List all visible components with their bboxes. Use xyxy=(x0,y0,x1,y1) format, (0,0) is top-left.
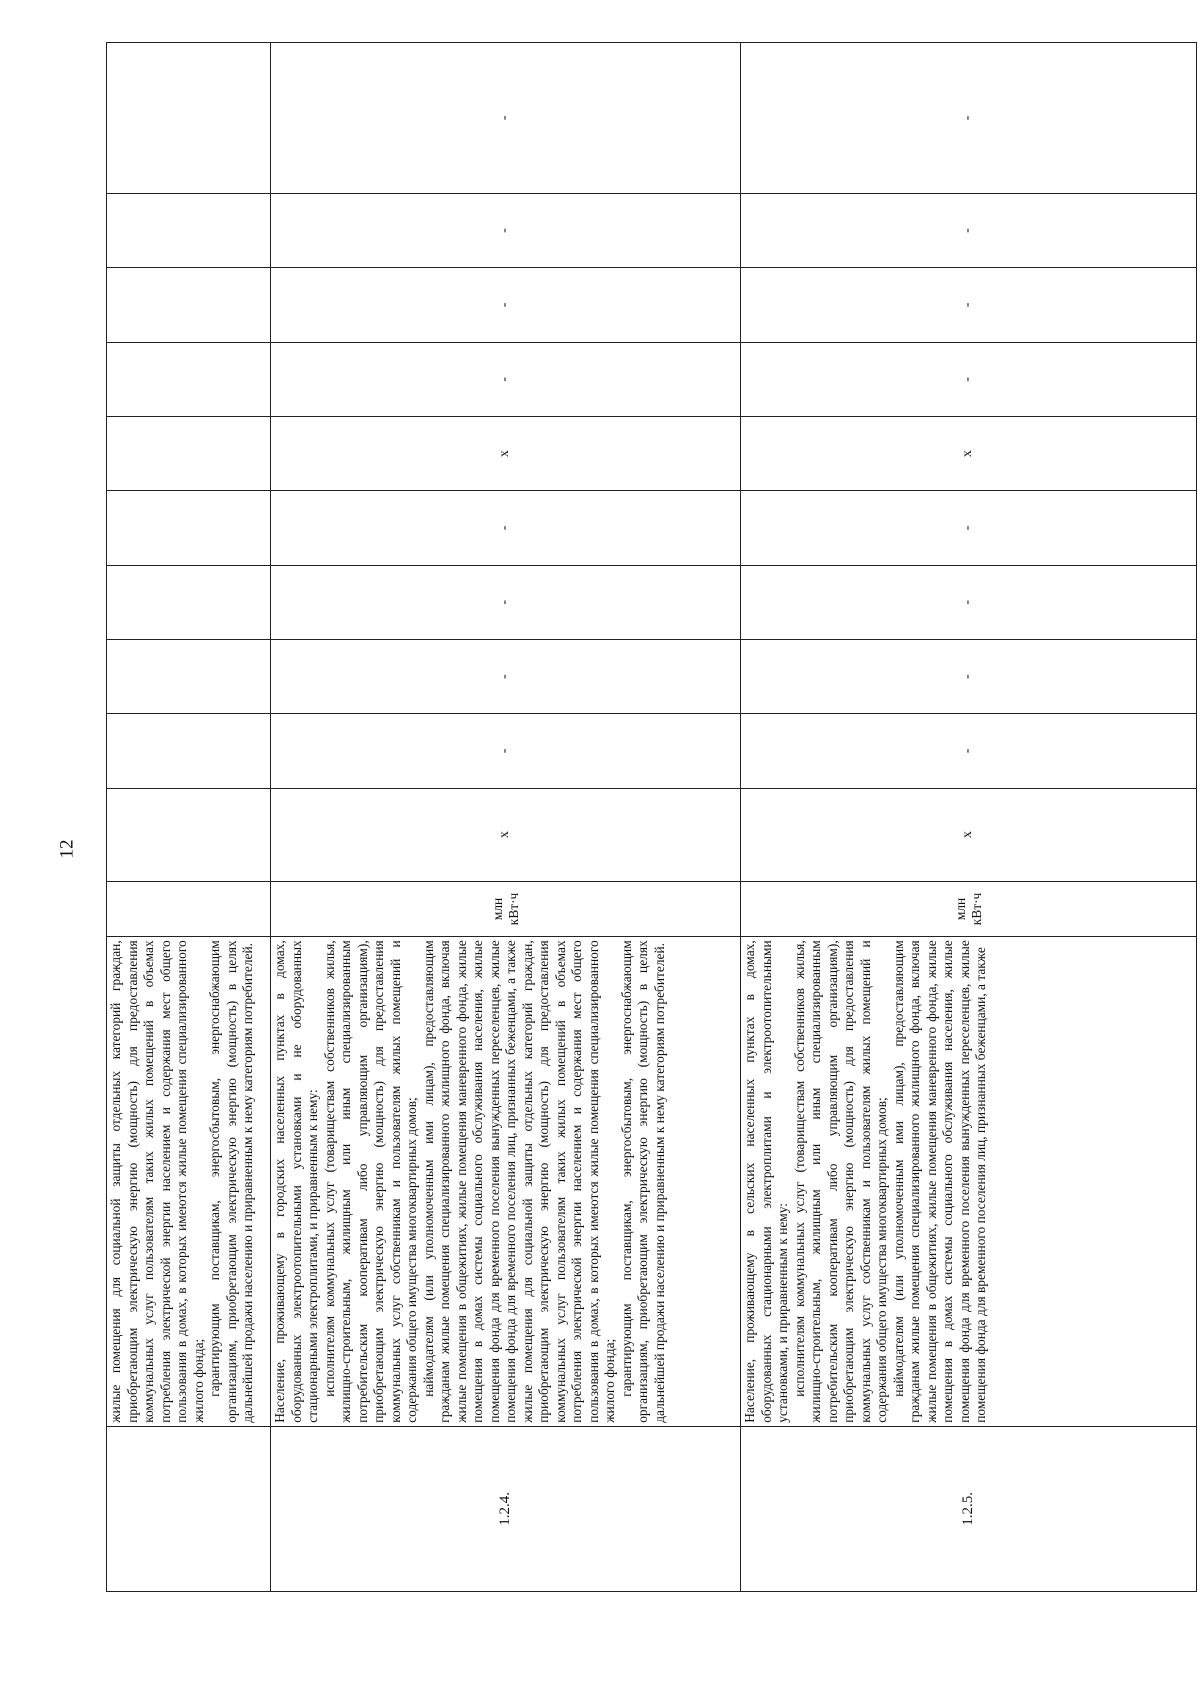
value-cell: - xyxy=(741,43,1197,194)
value-cell: x xyxy=(741,788,1197,881)
value-cell: - xyxy=(741,193,1197,267)
description-paragraph: наймодателям (или уполномоченным ими лицам), предоставляющим гражданам жилые помещения специализированного жилищного фонда, включая жилые помещения в общежитиях, жилые помещения маневренного фонда, жилые помещения в домах системы социального обслуживания населения, жилые помещения фонда для временного поселения вынужденных переселенцев, жилые помещения фонда для временного поселения лиц, признанных беженцами, а также xyxy=(890,940,988,1423)
value-cell: - xyxy=(271,491,741,565)
value-cell: - xyxy=(271,268,741,342)
value-cell xyxy=(107,491,271,565)
description-paragraph: исполнителям коммунальных услуг (товариществам собственников жилья, жилищно-строительным, жилищным или иным специализированным потребительским кооперативам либо управляющим организациям), приобретающим электрическую энергию (мощность) для предоставления коммунальных услуг собственникам и пользователям жилых помещений и содержания общего имущества многоквартирных домов; xyxy=(791,940,889,1423)
description-paragraph: Население, проживающему в городских населенных пунктах в домах, оборудованных электроотопительными установками и не оборудованных стационарными электроплитами, и приравненным к нему: xyxy=(272,940,320,1423)
value-cell: - xyxy=(741,491,1197,565)
description-cell xyxy=(107,937,271,1426)
value-cell xyxy=(107,268,271,342)
value-cell: - xyxy=(741,565,1197,639)
description-paragraph: гарантирующим поставщикам, энергосбытовым, энергоснабжающим организациям, приобретающим электрическую энергию (мощность) в целях дальнейшей продажи населению и приравненным к нему категориям потребителей. xyxy=(618,940,667,1423)
row-number: 1.2.4. xyxy=(271,1426,741,1591)
table-row xyxy=(271,43,741,1592)
value-cell xyxy=(107,565,271,639)
description-cell xyxy=(271,937,741,1426)
description-paragraph: жилые помещения для социальной защиты отдельных категорий граждан, приобретающим электрическую энергию (мощность) для предоставления коммунальных услуг пользователям таких жилых помещений в объемах потребления электрической энергии населением и содержания мест общего пользования в домах, в которых имеются жилые помещения специализированного жилого фонда; xyxy=(108,940,206,1423)
value-cell xyxy=(107,714,271,788)
value-cell: - xyxy=(271,342,741,416)
table-row xyxy=(741,43,1197,1592)
value-cell xyxy=(107,788,271,881)
value-cell: x xyxy=(271,788,741,881)
value-cell: x xyxy=(741,416,1197,490)
rotated-sheet xyxy=(106,42,1196,1592)
unit-cell: млн кВт·ч xyxy=(741,881,1197,937)
value-cell xyxy=(107,639,271,713)
unit-cell: млн кВт·ч xyxy=(271,881,741,937)
row-number xyxy=(107,1426,271,1591)
table-row xyxy=(107,43,271,1592)
value-cell: - xyxy=(271,714,741,788)
description-paragraph: исполнителям коммунальных услуг (товариществам собственников жилья, жилищно-строительным, жилищным или иным специализированным потребительским кооперативам либо управляющим организациям), приобретающим электрическую энергию (мощность) для предоставления коммунальных услуг собственникам и пользователям жилых помещений и содержания общего имущества многоквартирных домов; xyxy=(321,940,419,1423)
value-cell: x xyxy=(271,416,741,490)
description-cell xyxy=(741,937,1197,1426)
value-cell: - xyxy=(271,639,741,713)
value-cell xyxy=(107,43,271,194)
value-cell: - xyxy=(741,268,1197,342)
value-cell: - xyxy=(271,193,741,267)
description-paragraph: Население, проживающему в сельских населенных пунктах в домах, оборудованных стационарными электроплитами и электроотопительными установками, и приравненным к нему: xyxy=(742,940,790,1423)
value-cell xyxy=(107,342,271,416)
value-cell: - xyxy=(741,342,1197,416)
row-number: 1.2.5. xyxy=(741,1426,1197,1591)
value-cell xyxy=(107,416,271,490)
value-cell: - xyxy=(741,639,1197,713)
value-cell: - xyxy=(271,43,741,194)
value-cell: - xyxy=(271,565,741,639)
description-paragraph: гарантирующим поставщикам, энергосбытовым, энергоснабжающим организациям, приобретающим электрическую энергию (мощность) в целях дальнейшей продажи населению и приравненным к нему категориям потребителей. xyxy=(207,940,255,1423)
unit-cell xyxy=(107,881,271,937)
value-cell xyxy=(107,193,271,267)
description-paragraph: наймодателям (или уполномоченным ими лицам), предоставляющим гражданам жилые помещения специализированного жилищного фонда, включая жилые помещения в общежитиях, жилые помещения маневренного фонда, жилые помещения в домах системы социального обслуживания населения, жилые помещения фонда для временного поселения вынужденных переселенцев, жилые помещения фонда для временного поселения лиц, признанных беженцами, а также жилые помещения для социальной защиты отдельных категорий граждан, приобретающим электрическую энергию (мощность) для предоставления коммунальных услуг пользователям таких жилых помещений в объемах потребления электрической энергии населением и содержания мест общего пользования в домах, в которых имеются жилые помещения специализированного жилого фонда; xyxy=(420,940,617,1423)
tariff-table xyxy=(106,42,1197,1592)
page-number: 12 xyxy=(56,839,78,859)
value-cell: - xyxy=(741,714,1197,788)
